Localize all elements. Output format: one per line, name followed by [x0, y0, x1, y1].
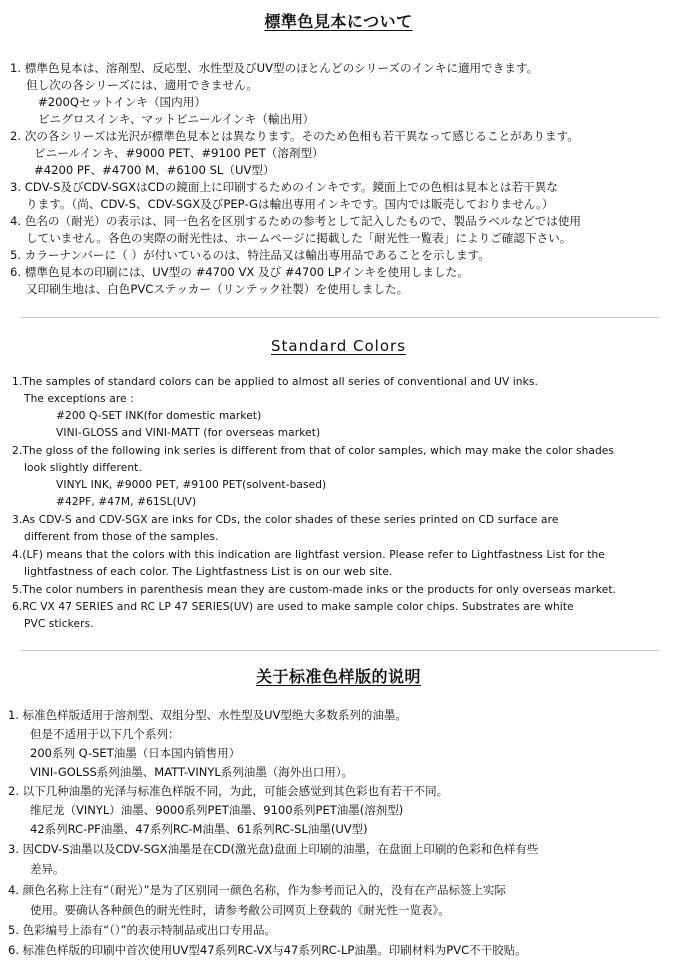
cn-line-8: 3. 因CDV-S油墨以及CDV-SGX油墨是在CD(激光盘)盘面上印刷的油墨，在盘面上印刷的色彩和色样有些 — [8, 842, 539, 856]
jp-line-1: 1. 標準色見本は、溶剤型、反応型、水性型及びUV型のほとんどのシリーズのインキに適用できます。 — [10, 61, 539, 75]
jp-line-11: していません。各色の実際の耐光性は、ホームページに掲載した「耐光性一覧表」によりご確認下さい。 — [26, 231, 572, 245]
jp-line-7: #4200 PF、#4700 M、#6100 SL（UV型） — [34, 163, 275, 177]
en-line-4: VINI-GLOSS and VINI-MATT (for overseas market) — [56, 427, 321, 439]
jp-line-8: 3. CDV-S及びCDV-SGXはCDの鏡面上に印刷するためのインキです。鏡面上での色相は見本とは若干異な — [10, 180, 558, 194]
en-line-9: 3.As CDV-S and CDV-SGX are inks for CDs, the color shades of these series printed on CD surface are — [12, 514, 559, 526]
cn-line-3: 200系列 Q-SET油墨（日本国内销售用） — [30, 746, 241, 760]
en-line-15: PVC stickers. — [24, 618, 94, 630]
jp-line-9: ります。（尚、CDV-S、CDV-SGX及びPEP-Gは輸出専用インキです。国内では販売しておりません。） — [26, 197, 554, 211]
cn-line-12: 5. 色彩编号上添有“（）”的表示特制品或出口专用品。 — [8, 923, 277, 937]
cn-line-6: 维尼龙（VINYL）油墨、9000系列PET油墨、9100系列PET油墨(溶剂型) — [30, 803, 404, 817]
jp-line-2: 但し次の各シリーズには、適用できません。 — [26, 78, 258, 92]
jp-line-10: 4. 色名の（耐光）の表示は、同一色名を区別するための参考として記入したもので、製品ラベルなどでは使用 — [10, 214, 582, 228]
cn-line-9: 差异。 — [30, 862, 65, 876]
section-divider — [20, 317, 660, 318]
cn-line-2: 但是不适用于以下几个系列： — [30, 727, 180, 741]
jp-line-13: 6. 標準色見本の印刷には、UV型の #4700 VX 及び #4700 LPインキを使用しました。 — [10, 265, 469, 279]
cn-line-4: VINI-GOLSS系列油墨、MATT-VINYL系列油墨（海外出口用）。 — [30, 765, 353, 779]
cn-line-1: 1. 标准色样版适用于溶剂型、双组分型、水性型及UV型绝大多数系列的油墨。 — [8, 708, 407, 722]
en-line-7: VINYL INK, #9000 PET, #9100 PET(solvent-based) — [56, 479, 327, 491]
jp-line-6: ビニールインキ、#9000 PET、#9100 PET（溶剤型） — [34, 146, 324, 160]
english-title: Standard Colors — [271, 337, 406, 355]
en-line-3: #200 Q-SET INK(for domestic market) — [56, 410, 262, 422]
japanese-title: 標準色見本について — [264, 12, 413, 31]
en-line-11: 4.(LF) means that the colors with this indication are lightfast version. Please refer to Lightfastness List for the — [12, 549, 605, 561]
cn-line-7: 42系列RC-PF油墨、47系列RC-M油墨、61系列RC-SL油墨(UV型) — [30, 822, 368, 836]
cn-line-13: 6. 标准色样版的印刷中首次使用UV型47系列RC-VX与47系列RC-LP油墨。印刷材料为PVC不干胶贴。 — [8, 943, 527, 957]
jp-line-12: 5. カラーナンバーに（ ）が付いているのは、特注品又は輸出専用品であることを示します。 — [10, 248, 490, 262]
jp-line-3: #200Qセットインキ（国内用） — [38, 95, 206, 109]
cn-line-5: 2. 以下几种油墨的光泽与标准色样版不同，为此，可能会感觉到其色彩也有若干不同。 — [8, 784, 449, 798]
en-line-12: lightfastness of each color. The Lightfastness List is on our web site. — [24, 566, 393, 578]
en-line-14: 6.RC VX 47 SERIES and RC LP 47 SERIES(UV) are used to make sample color chips. Substrates are white — [12, 601, 574, 613]
cn-line-11: 使用。要确认各种颜色的耐光性时，请参考敝公司网页上登载的《耐光性一览表》。 — [30, 903, 450, 917]
section-divider — [20, 650, 660, 651]
en-line-8: #42PF, #47M, #61SL(UV) — [56, 496, 197, 508]
cn-line-10: 4. 颜色名称上注有“（耐光）”是为了区别同一颜色名称，作为参考而记入的，没有在产品标签上实际 — [8, 883, 507, 897]
jp-line-14: 又印刷生地は、白色PVCステッカー（リンテック社製）を使用しました。 — [26, 282, 409, 296]
jp-line-4: ビニグロスインキ、マットビニールインキ（輸出用） — [38, 112, 315, 126]
en-line-10: different from those of the samples. — [24, 531, 219, 543]
jp-line-5: 2. 次の各シリーズは光沢が標準色見本とは異なります。そのため色相も若干異なって感じることがあります。 — [10, 129, 579, 143]
en-line-2: The exceptions are : — [24, 393, 134, 405]
en-line-6: look slightly different. — [24, 462, 142, 474]
en-line-1: 1.The samples of standard colors can be applied to almost all series of conventional and UV inks. — [12, 376, 538, 388]
en-line-13: 5.The color numbers in parenthesis mean they are custom-made inks or the products for only overseas market. — [12, 584, 617, 596]
en-line-5: 2.The gloss of the following ink series is different from that of color samples, which may make the color shades — [12, 445, 615, 457]
chinese-title: 关于标准色样版的说明 — [255, 667, 421, 686]
